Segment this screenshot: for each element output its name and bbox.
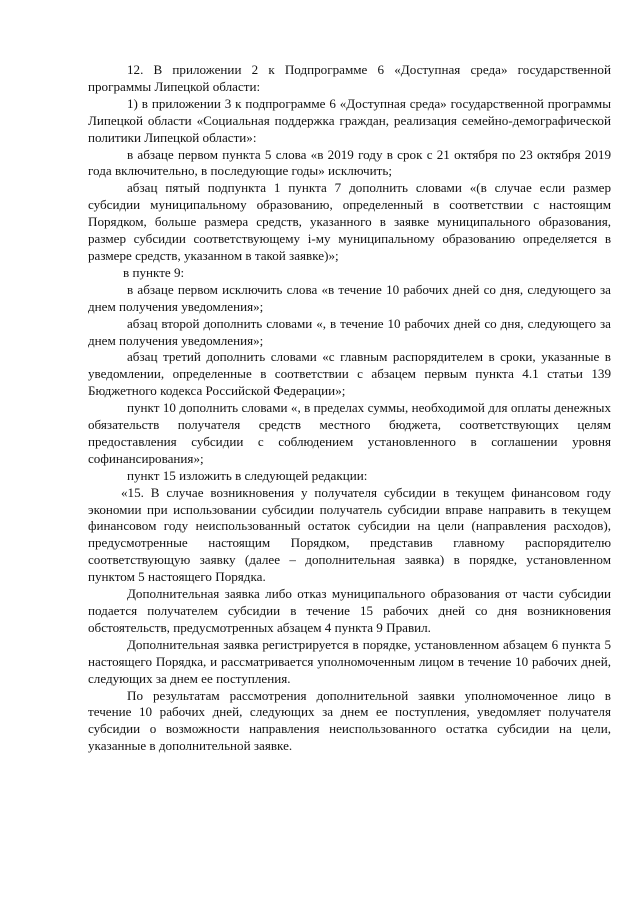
paragraph-clause-5: в абзаце первом пункта 5 слова «в 2019 году в срок с 21 октября по 23 октября 2019 года включительно, в последующие годы» исключить; (88, 146, 611, 179)
paragraph-item-12: 12. В приложении 2 к Подпрограмме 6 «Доступная среда» государственной программы Липецкой области: (88, 62, 611, 94)
paragraph-clause-9-intro: в пункте 9: (123, 264, 185, 280)
paragraph-clause-9-third: абзац третий дополнить словами «с главным распорядителем в сроки, указанные в уведомлении, определенные в соответствии с абзацем первым пункта 4.1 статьи 139 Бюджетного кодекса Российской Федерации»; (88, 349, 611, 399)
paragraph-subitem-1: 1) в приложении 3 к подпрограмме 6 «Доступная среда» государственной программы Липецкой области «Социальная поддержка граждан, реализация семейно-демографической политики Липецкой области»: (88, 95, 611, 145)
paragraph-clause-9-first: в абзаце первом исключить слова «в течение 10 рабочих дней со дня, следующего за днем получения уведомления»; (88, 281, 611, 314)
paragraph-clause-9-second: абзац второй дополнить словами «, в течение 10 рабочих дней со дня, следующего за днем получения уведомления»; (88, 315, 611, 348)
paragraph-registration: Дополнительная заявка регистрируется в порядке, установленном абзацем 6 пункта 5 настоящего Порядка, и рассматривается уполномоченным лицом в течение 10 рабочих дней, следующих за днем ее поступления. (88, 636, 611, 686)
paragraph-clause-15-intro: пункт 15 изложить в следующей редакции: (127, 467, 368, 483)
document-body (88, 62, 611, 755)
paragraph-clause-15-text: «15. В случае возникновения у получателя субсидии в текущем финансовом году экономии при использовании субсидии получатель субсидии вправе направить в текущем финансовом году неиспользованный остаток субсидии на цели (направления расходов), предусмотренные настоящим Порядком, представив главному распорядителю соответствующую заявку (далее – дополнительная заявка) в порядке, установленном пунктом 5 настоящего Порядка. (88, 484, 611, 585)
paragraph-review-result: По результатам рассмотрения дополнительной заявки уполномоченное лицо в течение 10 рабочих дней, следующих за днем ее поступления, уведомляет получателя субсидии о возможности направления неиспользованного остатка субсидии на цели, указанные в дополнительной заявке. (88, 687, 611, 754)
paragraph-additional-request: Дополнительная заявка либо отказ муниципального образования от части субсидии подается получателем субсидии в течение 15 рабочих дней со дня возникновения обстоятельств, предусмотренных абзацем 4 пункта 9 Правил. (88, 586, 611, 635)
paragraph-clause-10: пункт 10 дополнить словами «, в пределах суммы, необходимой для оплаты денежных обязательств получателя средств местного бюджета, соответствующих целям предоставления субсидии с соблюдением установленного в соглашении уровня софинансирования»; (88, 400, 611, 466)
paragraph-clause-7: абзац пятый подпункта 1 пункта 7 дополнить словами «(в случае если размер субсидии муниципальному образованию, определенный в соответствии с настоящим Порядком, больше размера средств, указанного в заявке муниципального образования, размер субсидии соответствующему i-му муниципальному образованию определяется в размере средств, указанном в такой заявке)»; (88, 180, 611, 263)
